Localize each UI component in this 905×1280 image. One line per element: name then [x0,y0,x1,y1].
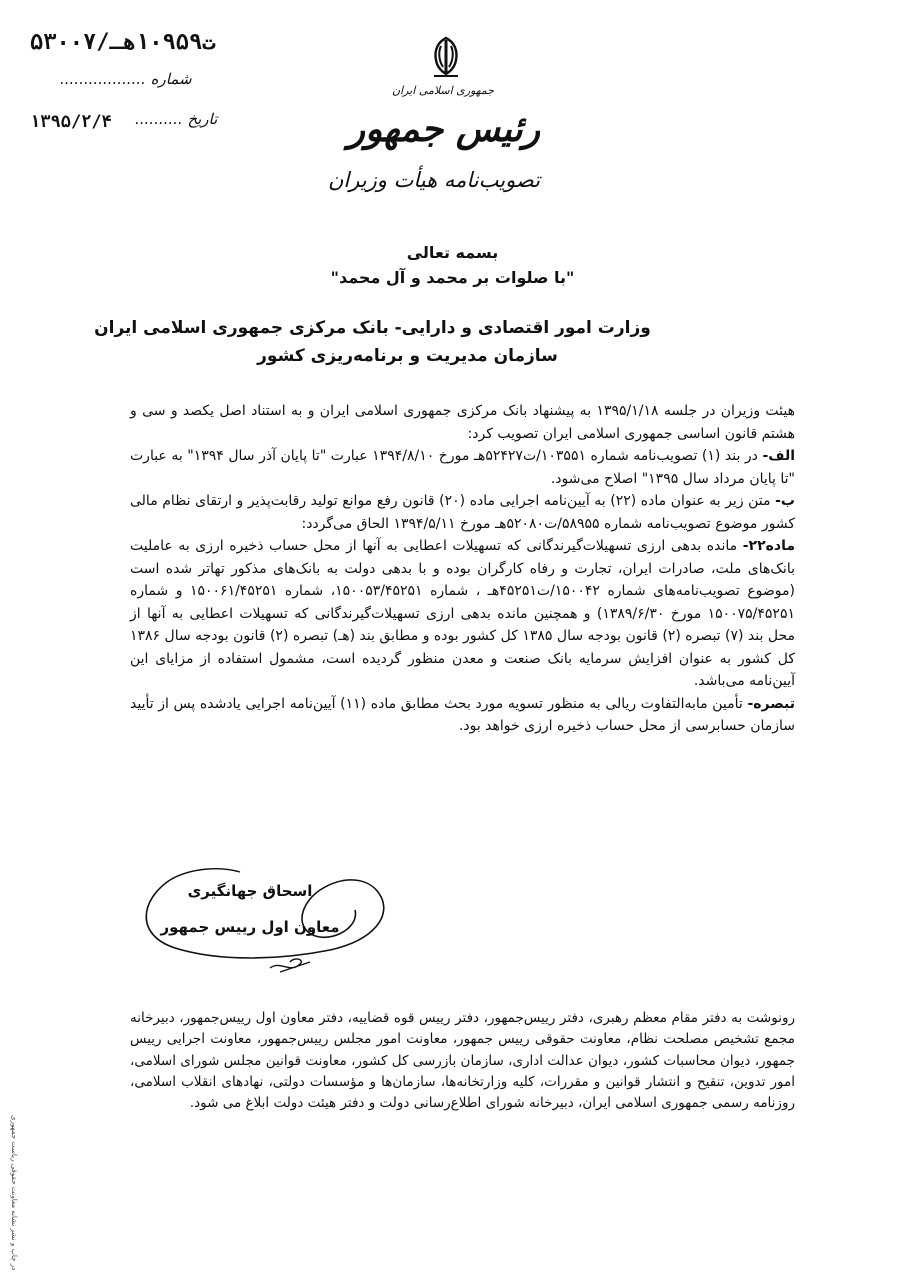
article-22 [130,535,795,693]
signature-scribble-icon [130,850,400,980]
basmala: بسمه تعالی [406,243,499,262]
note-text: تأمین مابه‌التفاوت ریالی به منظور تسویه مورد بحث مطابق ماده (۱۱) آیین‌نامه اجرایی یادشده پس از تأیید سازمان حسابرسی از محل حساب ذخیره ارزی خواهد بود. [130,695,795,734]
clause-alef-text: در بند (۱) تصویب‌نامه شماره ۱۰۳۵۵۱/ت۵۲۴۲۷هـ مورخ ۱۳۹۴/۸/۱۰ عبارت "تا پایان آذر سال ۱۳۹۴" به عبارت "تا پایان مرداد سال ۱۳۹۵" اصلاح می‌شود. [130,448,795,487]
clause-be-text: متن زیر به عنوان ماده (۲۲) به آیین‌نامه اجرایی ماده (۲۰) قانون رفع موانع تولید رقابت‌پذیر و ارتقای نظام مالی کشور موضوع تصویب‌نامه شماره ۵۸۹۵۵/ت۵۲۰۸۰هـ مورخ ۱۳۹۴/۵/۱۱ الحاق می‌گردد: [130,493,795,532]
margin-note: در چاپ و نشر نشانه معاونت حقوقی ریاست جمهوری [10,1114,18,1270]
signatory-title: معاون اول رییس جمهور [160,918,340,936]
carbon-copy-list: رونوشت به دفتر مقام معظم رهبری، دفتر رییس‌جمهور، دفتر رییس قوه قضاییه، دفتر معاون اول رییس‌جمهور، دبیرخانه مجمع تشخیص مصلحت نظام، معاونت حقوقی رییس جمهور، معاونت امور مجلس رییس‌جمهور، معاونت اجرایی رییس جمهور، دیوان محاسبات کشور، دیوان عدالت اداری، سازمان بازرسی کل کشور، معاونت قوانین مجلس شورای اسلامی، امور تدوین، تنقیح و انتشار قوانین و مقررات، کلیه وزارتخانه‌ها، سازمان‌ها و مؤسسات دولتی، نهادهای انقلاب اسلامی، روزنامه رسمی جمهوری اسلامی ایران، دبیرخانه شورای اطلاع‌رسانی دولت و دفتر هیئت دولت ابلاغ می شود. [130,1010,795,1112]
article-22-text: مانده بدهی ارزی تسهیلات‌گیرندگانی که تسهیلات اعطایی به آنها از محل حساب ذخیره ارزی به عاملیت بانک‌های ملت، صادرات ایران، تجارت و رفاه کارگران بوده و با بدهی دولت به بانک‌های مذکور تهاتر شده است (موضوع تصویب‌نامه‌های شماره ۱۵۰۰۴۲/ت۴۵۲۵۱هـ ، شماره ۱۵۰۰۵۳/۴۵۲۵۱، شماره ۱۵۰۰۶۱/۴۵۲۵۱ و شماره ۱۵۰۰۷۵/۴۵۲۵۱ مورخ ۱۳۸۹/۶/۳۰) و همچنین مانده بدهی ارزی تسهیلات‌گیرندگانی که تسهیلات اعطایی به آنها از محل بند (۷) تبصره (۲) قانون بودجه سال ۱۳۸۵ کل کشور بوده و مطابق بند (هـ) تبصره (۲) قانون بودجه سال ۱۳۸۶ کل کشور به عنوان افزایش سرمایه بانک صنعت و معدن منظور گردیده است، مشمول استفاده از مزایای این آیین‌نامه می‌باشد. [130,538,796,689]
note-label: تبصره- [747,695,796,712]
clause-alef [130,445,795,490]
office-title: رئیس جمهور [347,108,540,150]
signature-mark [130,850,400,980]
salavat: "با صلوات بر محمد و آل محمد" [330,268,575,287]
document-type: تصویب‌نامه هیأت وزیران [327,168,540,192]
recipient-line-1: وزارت امور اقتصادی و دارایی- بانک مرکزی جمهوری اسلامی ایران [94,318,651,338]
clause-be [130,490,795,535]
decree-date: ۱۳۹۵/۲/۴ [30,112,112,132]
decree-body [130,400,795,738]
number-label: شماره .................. [60,70,192,88]
date-label: تاریخ .......... [135,110,218,128]
recipient-line-2: سازمان مدیریت و برنامه‌ریزی کشور [257,346,558,366]
clause-alef-label: الف- [762,448,796,464]
decree-number: ۵۳۰۰۷/ت۱۰۹۵۹هـ [30,30,216,55]
intro-paragraph: هیئت وزیران در جلسه ۱۳۹۵/۱/۱۸ به پیشنهاد بانک مرکزی جمهوری اسلامی ایران و به استناد اصل یکصد و سی و هشتم قانون اساسی جمهوری اسلامی ایران تصویب کرد: [130,403,795,442]
clause-be-label: ب- [775,493,796,509]
note-paragraph [130,693,795,738]
signatory-name: اسحاق جهانگیری [187,882,313,900]
state-name: جمهوری اسلامی ایران [391,84,494,97]
article-22-label: ماده۲۲- [742,538,795,554]
iran-emblem-icon [428,34,464,80]
